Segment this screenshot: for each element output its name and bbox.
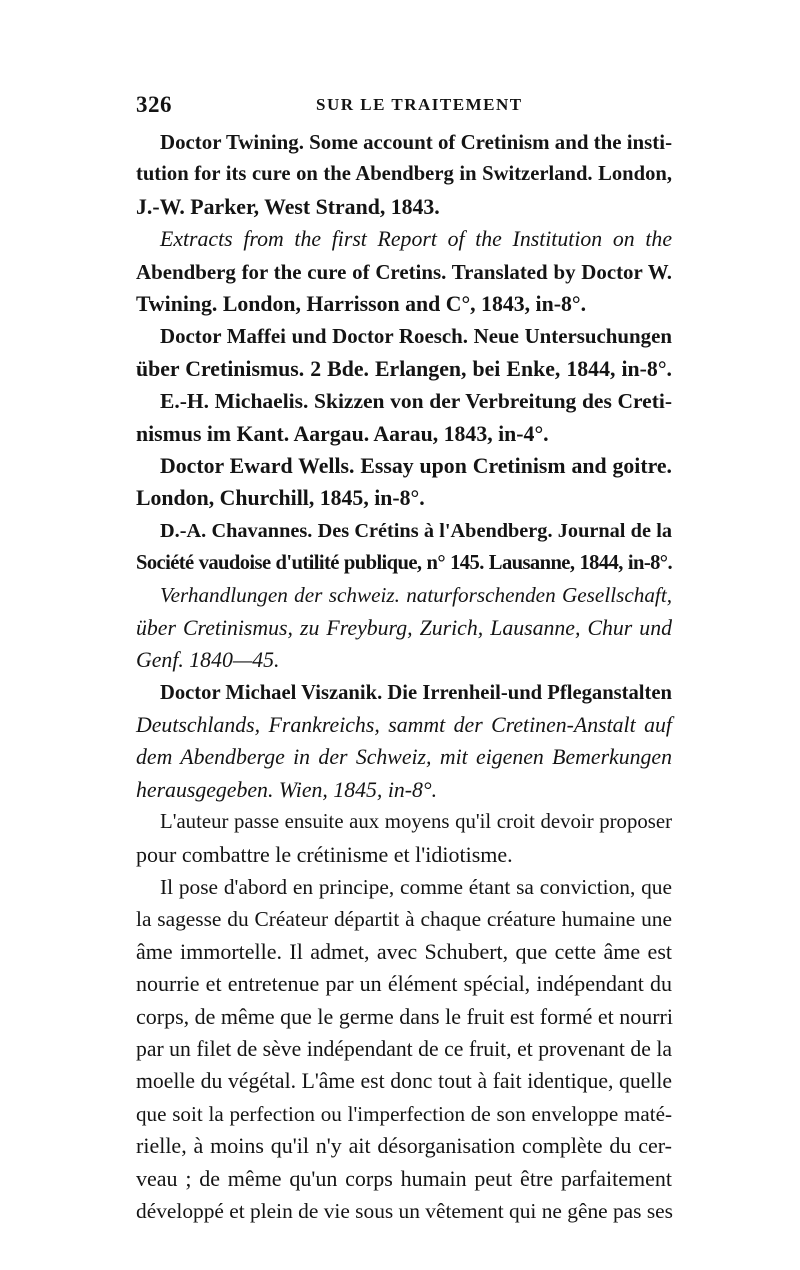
text-line: Extracts from the first Report of the Institution on the (160, 227, 672, 252)
text-line: D.-A. Chavannes. Des Crétins à l'Abendberg. Journal de la (160, 519, 672, 542)
text-line: nismus im Kant. Aargau. Aarau, 1843, in-4°. (136, 421, 549, 446)
running-head: SUR LE TRAITEMENT (316, 95, 523, 114)
text-line: über Cretinismus. 2 Bde. Erlangen, bei Enke, 1844, in-8°. (136, 356, 672, 381)
text-line: tution for its cure on the Abendberg in Switzerland. London, (136, 163, 672, 186)
text-line: moelle du végétal. L'âme est donc tout à fait identique, quelle (136, 1069, 672, 1094)
text-line: veau ; de même qu'un corps humain peut être parfaitement (136, 1165, 672, 1191)
text-line: J.-W. Parker, West Strand, 1843. (136, 194, 440, 219)
text-line: Twining. London, Harrisson and C°, 1843, in-8°. (136, 291, 587, 316)
text-line: Abendberg for the cure of Cretins. Translated by Doctor W. (136, 259, 672, 284)
body-text (136, 126, 672, 1227)
text-line: âme immortelle. Il admet, avec Schubert, que cette âme est (136, 938, 672, 964)
text-line: L'auteur passe ensuite aux moyens qu'il croit devoir proposer (160, 810, 672, 834)
text-line: Doctor Michael Viszanik. Die Irrenheil-und Pfleganstalten (160, 681, 672, 704)
text-line: par un filet de sève indépendant de ce fruit, et provenant de la (136, 1036, 672, 1061)
text-line: dem Abendberge in der Schweiz, mit eigenen Bemerkungen (136, 745, 672, 770)
text-line: Doctor Twining. Some account of Cretinism and the insti- (160, 130, 673, 154)
text-line: Genf. 1840—45. (136, 648, 280, 673)
page-header (136, 92, 676, 124)
text-line: nourrie et entretenue par un élément spécial, indépendant du (136, 971, 672, 997)
text-line: que soit la perfection ou l'imperfection de son enveloppe maté- (136, 1101, 672, 1126)
text-line: Deutschlands, Frankreichs, sammt der Cretinen-Anstalt auf (136, 713, 672, 738)
text-line: über Cretinismus, zu Freyburg, Zurich, Lausanne, Chur und (136, 615, 672, 640)
text-line: Doctor Maffei und Doctor Roesch. Neue Untersuchungen (160, 324, 672, 349)
text-line: London, Churchill, 1845, in-8°. (136, 486, 425, 511)
text-line: développé et plein de vie sous un vêtement qui ne gêne pas ses (136, 1198, 673, 1223)
page-number: 326 (136, 92, 172, 117)
text-line: corps, de même que le germe dans le fruit est formé et nourri (136, 1003, 673, 1029)
text-line: la sagesse du Créateur départit à chaque créature humaine une (136, 907, 672, 932)
text-line: herausgegeben. Wien, 1845, in-8°. (136, 777, 438, 802)
text-line: pour combattre le crétinisme et l'idiotisme. (136, 841, 513, 867)
text-line: Verhandlungen der schweiz. naturforschenden Gesellschaft, (160, 583, 672, 608)
text-line: Il pose d'abord en principe, comme étant sa conviction, que (160, 874, 672, 899)
text-line: Doctor Eward Wells. Essay upon Cretinism and goitre. (160, 453, 672, 478)
text-line: Société vaudoise d'utilité publique, n° 145. Lausanne, 1844, in-8°. (136, 552, 672, 575)
text-line: rielle, à moins qu'il n'y ait désorganisation complète du cer- (136, 1133, 672, 1159)
text-line: E.-H. Michaelis. Skizzen von der Verbreitung des Creti- (160, 389, 672, 414)
